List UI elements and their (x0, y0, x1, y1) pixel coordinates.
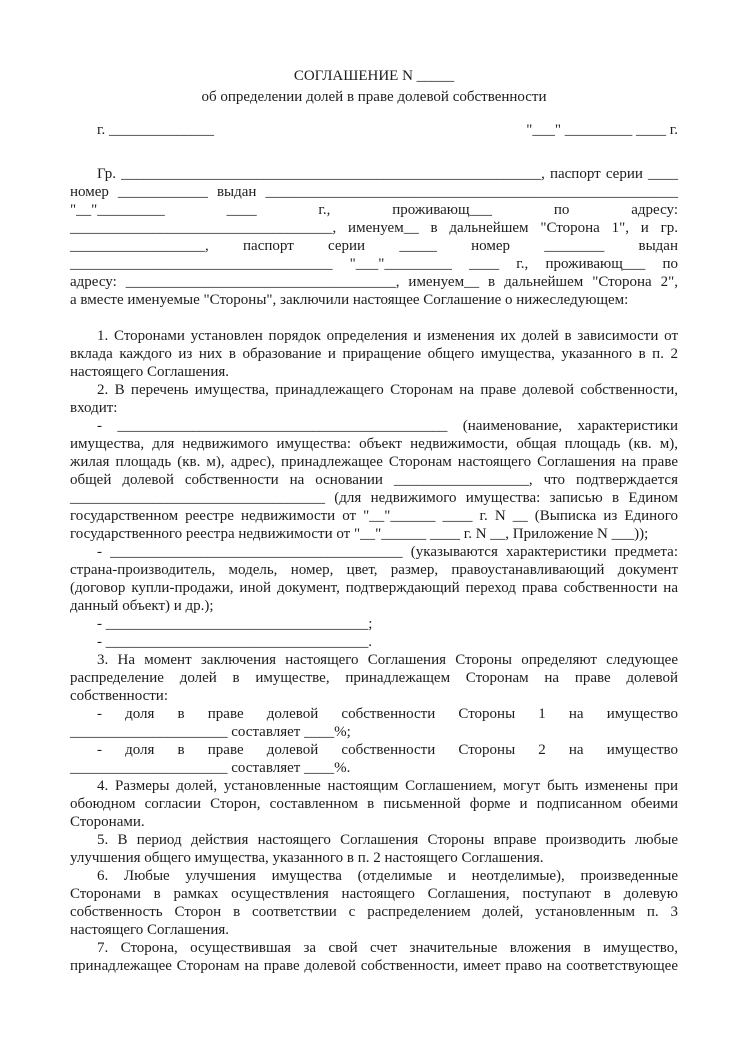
text-line: 6. Любые улучшения имущества (отделимые и неотделимые), произведенные (97, 868, 678, 884)
text-line: государственном реестре недвижимости от "__"______ ____ г. N __ (Выписка из Единого (70, 508, 678, 524)
text-line: жилая площадь (кв. м), адрес), принадлежащее Сторонам настоящего Соглашения на праве (70, 454, 678, 470)
text-line: настоящего Соглашения. (70, 364, 230, 380)
text-line: - ___________________________________; (97, 616, 373, 632)
clause-3-share-1 (70, 705, 678, 741)
text-line: собственности: (70, 688, 168, 704)
text-line: улучшения общего имущества, указанного в п. 2 настоящего Соглашения. (70, 850, 544, 866)
text-line: 2. В перечень имущества, принадлежащего Сторонам на праве долевой собственности, (97, 382, 678, 398)
text-line: собственность Сторон в соответствии с распределением долей, установленным п. 3 (70, 904, 678, 920)
text-line: 7. Сторона, осуществившая за свой счет значительные вложения в имущество, (97, 940, 678, 956)
text-line: входит: (70, 400, 118, 416)
text-line: _____________________ составляет ____%; (70, 724, 351, 740)
text-line: _____________________ составляет ____%. (70, 760, 351, 776)
text-line: __________________, паспорт серии _____ номер ________ выдан (70, 238, 678, 254)
text-line: 5. В период действия настоящего Соглашения Стороны вправе производить любые (97, 832, 678, 848)
clause-4 (70, 777, 678, 831)
text-line: - доля в праве долевой собственности Стороны 2 на имущество (97, 742, 678, 758)
text-line: __________________________________ (для недвижимого имущества: записью в Едином (70, 490, 678, 506)
clause-2-item-blank (70, 615, 678, 633)
city-date-line (70, 121, 678, 139)
clause-2-item-movable (70, 543, 678, 615)
text-line: Сторонами. (70, 814, 145, 830)
text-line: - ____________________________________________ (наименование, характеристики (97, 418, 678, 434)
text-line: страна-производитель, модель, номер, цвет, размер, правоустанавливающий документ (70, 562, 678, 578)
text-line: государственного реестра недвижимости от "__"______ ____ г. N __, Приложение N ___)); (70, 526, 649, 542)
city-field: г. ______________ (97, 122, 214, 138)
clause-1 (70, 327, 678, 381)
clause-2-item-realty (70, 417, 678, 543)
text-line: обоюдном согласии Сторон, составленном в письменной форме и подписанном обеими (70, 796, 678, 812)
text-line: настоящего Соглашения. (70, 922, 230, 938)
text-line: - доля в праве долевой собственности Стороны 1 на имущество (97, 706, 678, 722)
text-line: "__"_________ ____ г., проживающ___ по адресу: (70, 202, 678, 218)
text-line: Гр. ________________________________________________________, паспорт серии ____ (97, 166, 678, 182)
text-line: а вместе именуемые "Стороны", заключили настоящее Соглашение о нижеследующем: (70, 292, 629, 308)
text-line: данный объект) и др.); (70, 598, 214, 614)
text-line: номер ____________ выдан _______________________________________________________ (70, 184, 678, 200)
text-line: 1. Сторонами установлен порядок определения и изменения их долей в зависимости от (97, 328, 678, 344)
text-line: имущества, для недвижимого имущества: объект недвижимости, общая площадь (кв. м), (70, 436, 678, 452)
text-line: ___________________________________, именуем__ в дальнейшем "Сторона 1", и гр. (70, 220, 678, 236)
clause-3 (70, 651, 678, 705)
document-body (70, 165, 678, 975)
date-field: "___" _________ ____ г. (526, 122, 678, 138)
text-line: - ___________________________________. (97, 634, 372, 650)
clause-2 (70, 381, 678, 417)
text-line: Сторонами в рамках осуществления настоящего Соглашения, поступают в долевую (70, 886, 678, 902)
doc-subtitle: об определении долей в праве долевой собственности (201, 89, 547, 105)
text-line: общей долевой собственности на основании __________________, что подтверждается (70, 472, 678, 488)
clause-2-item-blank (70, 633, 678, 651)
clause-5 (70, 831, 678, 867)
text-line: принадлежащее Сторонам на праве долевой собственности, имеет право на соответствующее (70, 958, 678, 974)
preamble (70, 165, 678, 309)
text-line: адресу: ____________________________________, именуем__ в дальнейшем "Сторона 2", (70, 274, 678, 290)
text-line: (договор купли-продажи, иной документ, подтверждающий переход права собственности на (70, 580, 678, 596)
text-line: распределение долей в имуществе, принадлежащем Сторонам на праве долевой (70, 670, 678, 686)
text-line: ___________________________________ "___"_________ ____ г., проживающ___ по (70, 256, 678, 272)
text-line: 3. На момент заключения настоящего Соглашения Стороны определяют следующее (97, 652, 678, 668)
clause-7 (70, 939, 678, 975)
clause-6 (70, 867, 678, 939)
clause-3-share-2 (70, 741, 678, 777)
doc-title: СОГЛАШЕНИЕ N _____ (293, 68, 455, 84)
text-line: 4. Размеры долей, установленные настоящим Соглашением, могут быть изменены при (97, 778, 678, 794)
text-line: вклада каждого из них в образование и приращение общего имущества, указанного в п. 2 (70, 346, 678, 362)
text-line: - _______________________________________ (указываются характеристики предмета: (97, 544, 678, 560)
